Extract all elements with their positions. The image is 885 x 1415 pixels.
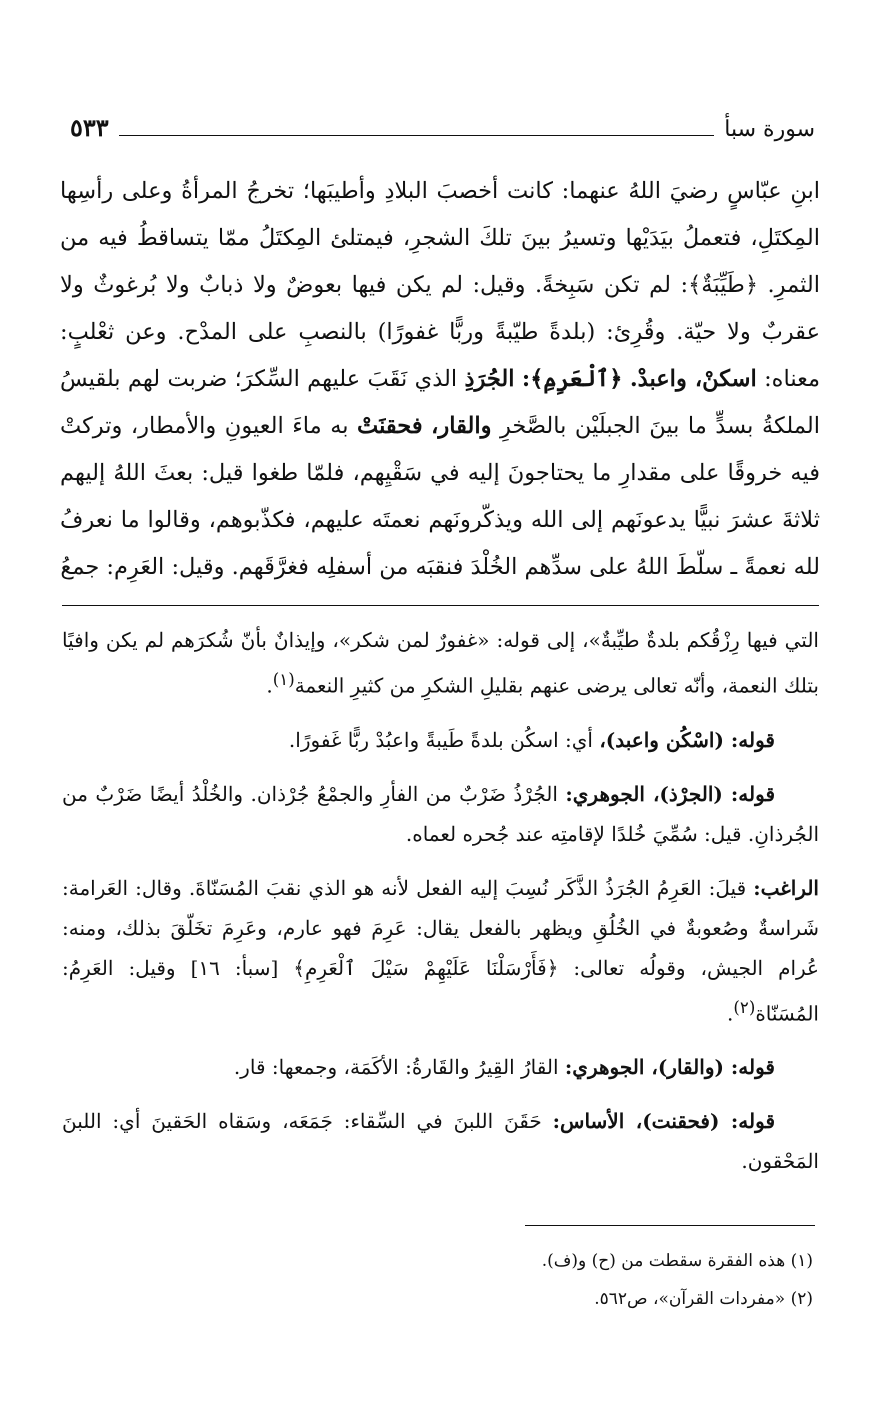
footnote-ref[interactable]: (٢)	[733, 997, 756, 1017]
main-text-run: به ماءَ العيونِ والأمطار، وتركتْ فيه خروقًا على مقدارِ ما يحتاجونَ إليه في سَقْيِهم، فلمّا طغوا قيل: بعثَ اللهُ إليهم ثلاثةَ عشرَ نبيًّا يدعونَهم إلى الله ويذكّرونَهم نعمتَه عليهم، فكذّبوهم، وقالوا ما نعرفُ لله نعمةً ـ سلّطَ اللهُ على سدِّهم الخُلْدَ فنقبَه من أسفلِه فغرَّقَهم. وقيل: العَرِم: جمعُ	[60, 413, 820, 580]
commentary-text: أي: اسكُن بلدةً طَيبةً واعبُدْ ربًّا غَفورًا.	[288, 727, 593, 752]
main-text	[60, 168, 820, 591]
commentary-text: القارُ القِيرُ والقَارةُ: الأكَمَة، وجمعها: قار.	[233, 1055, 559, 1080]
footnotes	[542, 1242, 813, 1318]
quran-word: ﴿ٱلْعَرِمِ﴾:	[521, 366, 623, 392]
commentary-label: الراغب:	[753, 875, 819, 900]
commentary-text: التي فيها رِزْقُكم بلدةٌ طيِّبةٌ»، إلى قوله: «غفورٌ لمن شكر»، وإيذانٌ بأنّ شُكرَهم لم يكن وافيًا بتلك النعمة، وأنّه تعالى يرضى عنهم بقليلِ الشكرِ من كثيرِ النعمة	[62, 628, 819, 698]
commentary-text: قيلَ: العَرِمُ الجُرَذُ الذَّكَر نُسِبَ إليه الفعل لأنه هو الذي نقبَ المُسَنّاةَ. وقال: العَرامة: شَراسةٌ وصُعوبةٌ في الخُلُقِ ويظهر بالفعل يقال: عَرِمَ فهو عارم، وعَرِمَ تخَلّقَ بذلك، ومنه: عُرام الجيش، وقولُه تعالى: ﴿فَأَرْسَلْنَا عَلَيْهِمْ سَيْلَ ٱلْعَرِمِ﴾ [سبأ: ١٦] وقيل: العَرِمُ: المُسَنّاة	[62, 875, 819, 1026]
main-text-run: ابنِ عبّاسٍ رضيَ اللهُ عنهما: كانت أخصبَ البلادِ وأطيبَها؛ تخرجُ المرأةُ وعلى رأسِها المِكتَلِ، فتعملُ بيَدَيْها وتسيرُ بينَ تلكَ الشجرِ، فيمتلئ المِكتَلُ ممّا يتساقطُ فيه من الثمرِ.	[60, 178, 820, 298]
footnote-rule	[525, 1225, 815, 1226]
bold-term: الجُرَذِ	[464, 366, 515, 392]
commentary-paragraph: التي فيها رِزْقُكم بلدةٌ طيِّبةٌ»، إلى قوله: «غفورٌ لمن شكر»، وإيذانٌ بأنّ شُكرَهم لم يكن وافيًا بتلك النعمة، وأنّه تعالى يرضى عنهم بقليلِ الشكرِ من كثيرِ النعمة$^{(١)}$.	[62, 628, 819, 698]
bold-term: فحقنَتْ	[357, 413, 423, 439]
main-text-run: الذي نَقَبَ عليهم السِّكرَ؛ ضربت لهم بلقيسُ الملكةُ بسدٍّ ما بينَ الجبلَيْن بالصَّخرِ	[60, 366, 820, 439]
commentary-label: قوله: (اسْكُن واعبد)،	[599, 727, 775, 752]
page-header	[70, 112, 815, 142]
header-rule	[119, 135, 715, 136]
main-text-run: ﴿طَيِّبَةٌ﴾: لم تكن سَبِخةً. وقيل: لم يكن فيها بعوضٌ ولا ذبابٌ ولا بُرغوثٌ ولا عقربٌ ولا حيّة. وقُرِئ: (بلدةً طيّبةً وربًّا غفورًا) بالنصبِ على المدْح. وعن ثعْلبٍ: معناه:	[60, 272, 821, 392]
commentary-paragraph: الراغب: قيلَ: العَرِمُ الجُرَذُ الذَّكَر نُسِبَ إليه الفعل لأنه هو الذي نقبَ المُسَنّاةَ. وقال: العَرامة: شَراسةٌ وصُعوبةٌ في الخُلُقِ ويظهر بالفعل يقال: عَرِمَ فهو عارم، وعَرِمَ تخَلّقَ بذلك، ومنه: عُرام الجيش، وقولُه تعالى: ﴿فَأَرْسَلْنَا عَلَيْهِمْ سَيْلَ ٱلْعَرِمِ﴾ [سبأ: ١٦] وقيل: العَرِمُ: المُسَنّاة$^{(٢)}$.	[62, 875, 819, 1026]
section-separator	[62, 605, 819, 606]
commentary-paragraph	[62, 774, 819, 854]
footnote-ref[interactable]: (١)	[272, 670, 295, 689]
main-paragraph	[60, 168, 820, 591]
bold-term: اسكنْ، واعبدْ.	[629, 366, 757, 392]
commentary-label: قوله: (والقار)، الجوهري:	[564, 1055, 775, 1080]
commentary-text: الجُرْذُ ضَرْبٌ من الفأرِ والجمْعُ جُرْذان. والخُلْدُ أيضًا ضَرْبٌ من الجُرذانِ. قيل: سُمِّيَ خُلدًا لإقامتِه عند جُحره لعماه.	[62, 781, 819, 846]
commentary	[62, 620, 819, 1195]
footnote: (٢) «مفردات القرآن»، ص٥٦٢.	[594, 1289, 813, 1309]
commentary-label: قوله: (الجرْذ)، الجوهري:	[565, 781, 775, 806]
bold-term: والقار،	[431, 413, 492, 439]
commentary-text: حَقَنَ اللبنَ في السِّقاء: جَمَعَه، وسَقاه الحَقينَ أي: اللبنَ المَحْقون.	[62, 1109, 819, 1174]
footnote: (١) هذه الفقرة سقطت من (ح) و(ف).	[541, 1251, 813, 1271]
commentary-paragraph	[62, 1101, 819, 1181]
commentary-paragraph	[62, 720, 819, 760]
running-title: سورة سبأ	[724, 117, 815, 142]
commentary-paragraph	[62, 1047, 819, 1087]
page-number: ٥٣٣	[70, 113, 109, 142]
commentary-label: قوله: (فحقنت)، الأساس:	[552, 1109, 776, 1134]
